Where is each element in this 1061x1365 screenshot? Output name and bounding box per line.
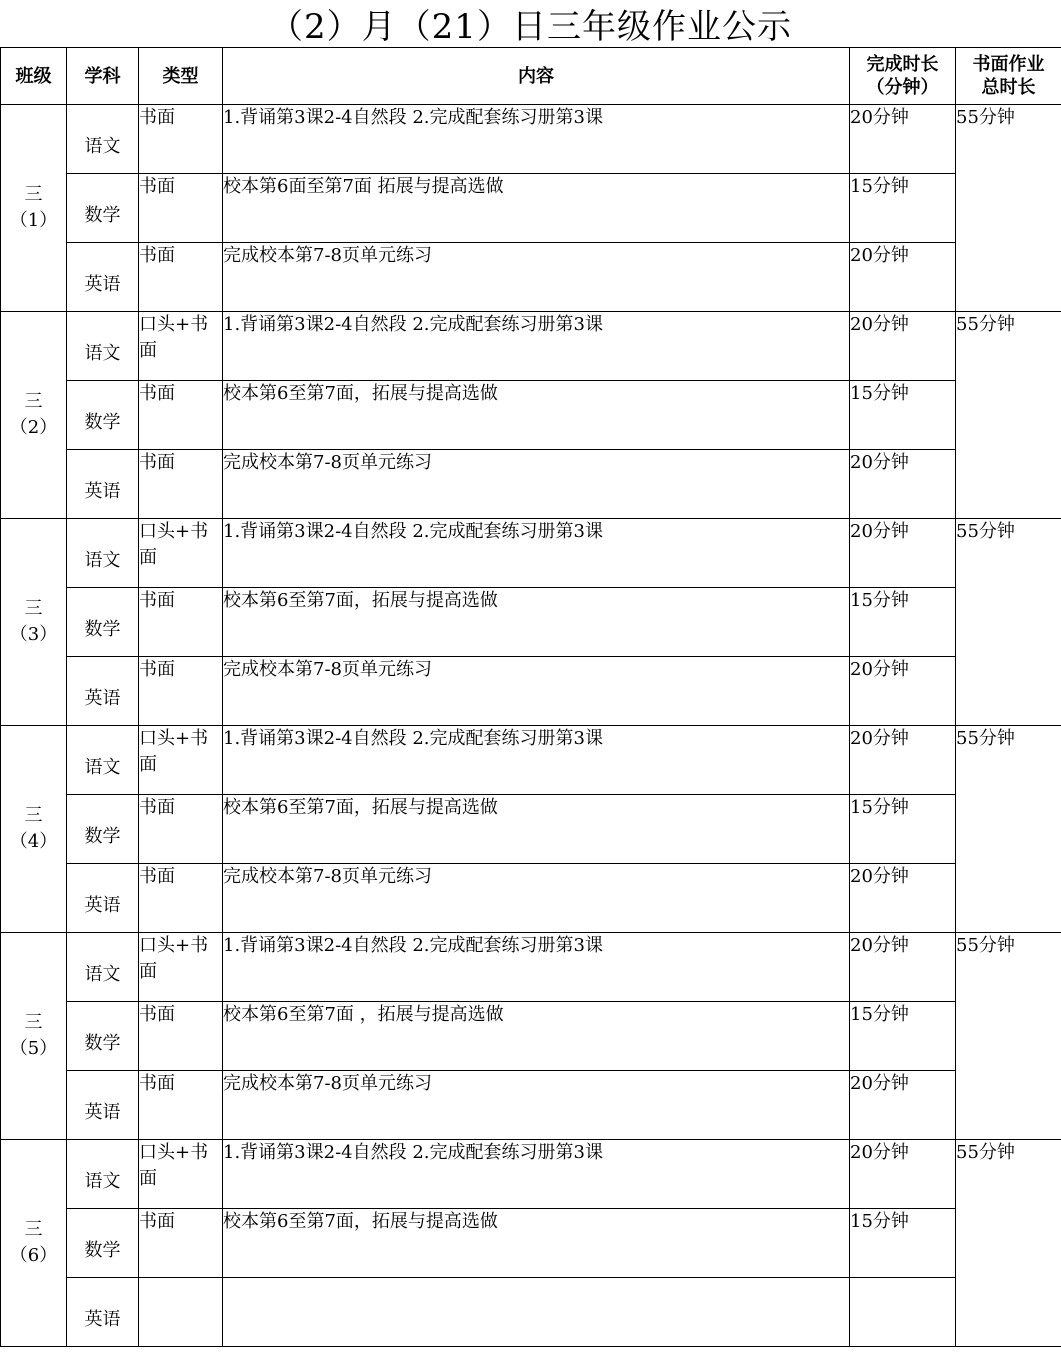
class-number: （6） (9, 1245, 58, 1266)
class-grade: 三 (24, 391, 43, 412)
content-cell (223, 1278, 850, 1347)
class-number: （5） (9, 1038, 58, 1059)
content-cell: 完成校本第7-8页单元练习 (223, 450, 850, 519)
subject-label: 英语 (84, 481, 121, 502)
header-content: 内容 (223, 48, 850, 105)
total-duration-cell: 55分钟 (956, 105, 1061, 312)
subject-cell (67, 519, 139, 588)
class-grade: 三 (24, 184, 43, 205)
subject-cell (67, 243, 139, 312)
table-row (1, 795, 1061, 864)
subject-cell (67, 726, 139, 795)
subject-label: 数学 (84, 205, 121, 226)
subject-cell (67, 657, 139, 726)
class-number: （3） (9, 624, 58, 645)
subject-label: 语文 (84, 343, 121, 364)
header-total-line1: 书面作业 (972, 54, 1045, 75)
subject-label: 数学 (84, 826, 121, 847)
type-cell: 书面 (139, 243, 223, 312)
class-number: （4） (9, 831, 58, 852)
table-row (1, 588, 1061, 657)
subject-cell (67, 1209, 139, 1278)
type-cell: 书面 (139, 105, 223, 174)
content-cell: 校本第6至第7面，拓展与提高选做 (223, 1209, 850, 1278)
subject-label: 英语 (84, 274, 121, 295)
subject-label: 语文 (84, 136, 121, 157)
header-class: 班级 (1, 48, 67, 105)
type-cell: 书面 (139, 381, 223, 450)
subject-label: 英语 (84, 895, 121, 916)
total-duration-cell: 55分钟 (956, 312, 1061, 519)
table-row (1, 105, 1061, 174)
type-cell: 口头+书面 (139, 726, 223, 795)
subject-label: 数学 (84, 619, 121, 640)
class-grade: 三 (24, 1219, 43, 1240)
duration-cell: 15分钟 (850, 1209, 956, 1278)
duration-cell (850, 1278, 956, 1347)
duration-cell: 20分钟 (850, 312, 956, 381)
type-cell: 书面 (139, 1209, 223, 1278)
table-row (1, 450, 1061, 519)
total-duration-cell: 55分钟 (956, 726, 1061, 933)
header-subject: 学科 (67, 48, 139, 105)
table-row (1, 1071, 1061, 1140)
content-cell: 1.背诵第3课2-4自然段 2.完成配套练习册第3课 (223, 933, 850, 1002)
subject-label: 语文 (84, 757, 121, 778)
subject-cell (67, 312, 139, 381)
type-cell: 书面 (139, 795, 223, 864)
content-cell: 校本第6至第7面，拓展与提高选做 (223, 381, 850, 450)
header-total-line2: 总时长 (981, 77, 1036, 98)
class-cell (1, 726, 67, 933)
table-row (1, 1002, 1061, 1071)
subject-label: 数学 (84, 1033, 121, 1054)
header-duration (850, 48, 956, 105)
type-cell: 书面 (139, 1071, 223, 1140)
content-cell: 1.背诵第3课2-4自然段 2.完成配套练习册第3课 (223, 1140, 850, 1209)
subject-cell (67, 1278, 139, 1347)
content-cell: 1.背诵第3课2-4自然段 2.完成配套练习册第3课 (223, 519, 850, 588)
header-total (956, 48, 1061, 105)
duration-cell: 20分钟 (850, 243, 956, 312)
table-body (1, 105, 1061, 1347)
duration-cell: 20分钟 (850, 450, 956, 519)
type-cell: 书面 (139, 588, 223, 657)
table-row (1, 1140, 1061, 1209)
class-cell (1, 933, 67, 1140)
subject-label: 英语 (84, 1102, 121, 1123)
total-duration-cell: 55分钟 (956, 933, 1061, 1140)
content-cell: 完成校本第7-8页单元练习 (223, 1071, 850, 1140)
duration-cell: 15分钟 (850, 1002, 956, 1071)
type-cell: 书面 (139, 1002, 223, 1071)
content-cell: 1.背诵第3课2-4自然段 2.完成配套练习册第3课 (223, 105, 850, 174)
subject-label: 数学 (84, 1240, 121, 1261)
duration-cell: 20分钟 (850, 519, 956, 588)
type-cell: 书面 (139, 657, 223, 726)
subject-label: 英语 (84, 1309, 121, 1330)
class-number: （2） (9, 417, 58, 438)
type-cell: 书面 (139, 174, 223, 243)
class-cell (1, 519, 67, 726)
content-cell: 1.背诵第3课2-4自然段 2.完成配套练习册第3课 (223, 312, 850, 381)
subject-cell (67, 1140, 139, 1209)
content-cell: 完成校本第7-8页单元练习 (223, 864, 850, 933)
subject-cell (67, 795, 139, 864)
table-row (1, 381, 1061, 450)
subject-cell (67, 1002, 139, 1071)
class-grade: 三 (24, 805, 43, 826)
subject-cell (67, 105, 139, 174)
subject-cell (67, 933, 139, 1002)
table-row (1, 243, 1061, 312)
header-duration-line2: （分钟） (866, 77, 939, 98)
content-cell: 校本第6至第7面 ，拓展与提高选做 (223, 1002, 850, 1071)
table-row (1, 1278, 1061, 1347)
total-duration-cell: 55分钟 (956, 1140, 1061, 1347)
duration-cell: 15分钟 (850, 588, 956, 657)
type-cell: 口头+书面 (139, 519, 223, 588)
type-cell: 口头+书面 (139, 933, 223, 1002)
header-type: 类型 (139, 48, 223, 105)
duration-cell: 20分钟 (850, 1140, 956, 1209)
subject-cell (67, 450, 139, 519)
subject-cell (67, 864, 139, 933)
content-cell: 校本第6至第7面，拓展与提高选做 (223, 795, 850, 864)
duration-cell: 15分钟 (850, 795, 956, 864)
header-duration-line1: 完成时长 (866, 54, 939, 75)
table-row (1, 174, 1061, 243)
type-cell: 口头+书面 (139, 312, 223, 381)
class-grade: 三 (24, 1012, 43, 1033)
content-cell: 校本第6面至第7面 拓展与提高选做 (223, 174, 850, 243)
table-row (1, 726, 1061, 795)
subject-label: 语文 (84, 550, 121, 571)
content-cell: 完成校本第7-8页单元练习 (223, 243, 850, 312)
subject-cell (67, 381, 139, 450)
subject-label: 数学 (84, 412, 121, 433)
duration-cell: 15分钟 (850, 174, 956, 243)
table-row (1, 864, 1061, 933)
table-row (1, 933, 1061, 1002)
class-grade: 三 (24, 598, 43, 619)
subject-cell (67, 174, 139, 243)
table-row (1, 519, 1061, 588)
subject-label: 语文 (84, 1171, 121, 1192)
subject-cell (67, 1071, 139, 1140)
type-cell: 书面 (139, 864, 223, 933)
class-number: （1） (9, 210, 58, 231)
duration-cell: 20分钟 (850, 933, 956, 1002)
duration-cell: 20分钟 (850, 105, 956, 174)
subject-cell (67, 588, 139, 657)
class-cell (1, 1140, 67, 1347)
duration-cell: 20分钟 (850, 726, 956, 795)
duration-cell: 15分钟 (850, 381, 956, 450)
class-cell (1, 105, 67, 312)
page-title: （2）月（21）日三年级作业公示 (269, 7, 792, 47)
duration-cell: 20分钟 (850, 1071, 956, 1140)
type-cell: 书面 (139, 450, 223, 519)
subject-label: 语文 (84, 964, 121, 985)
homework-table (0, 47, 1061, 1347)
type-cell (139, 1278, 223, 1347)
table-row (1, 657, 1061, 726)
duration-cell: 20分钟 (850, 864, 956, 933)
subject-label: 英语 (84, 688, 121, 709)
content-cell: 完成校本第7-8页单元练习 (223, 657, 850, 726)
table-row (1, 1209, 1061, 1278)
table-row (1, 312, 1061, 381)
header-row (1, 48, 1061, 105)
duration-cell: 20分钟 (850, 657, 956, 726)
content-cell: 校本第6至第7面，拓展与提高选做 (223, 588, 850, 657)
class-cell (1, 312, 67, 519)
total-duration-cell: 55分钟 (956, 519, 1061, 726)
content-cell: 1.背诵第3课2-4自然段 2.完成配套练习册第3课 (223, 726, 850, 795)
type-cell: 口头+书面 (139, 1140, 223, 1209)
